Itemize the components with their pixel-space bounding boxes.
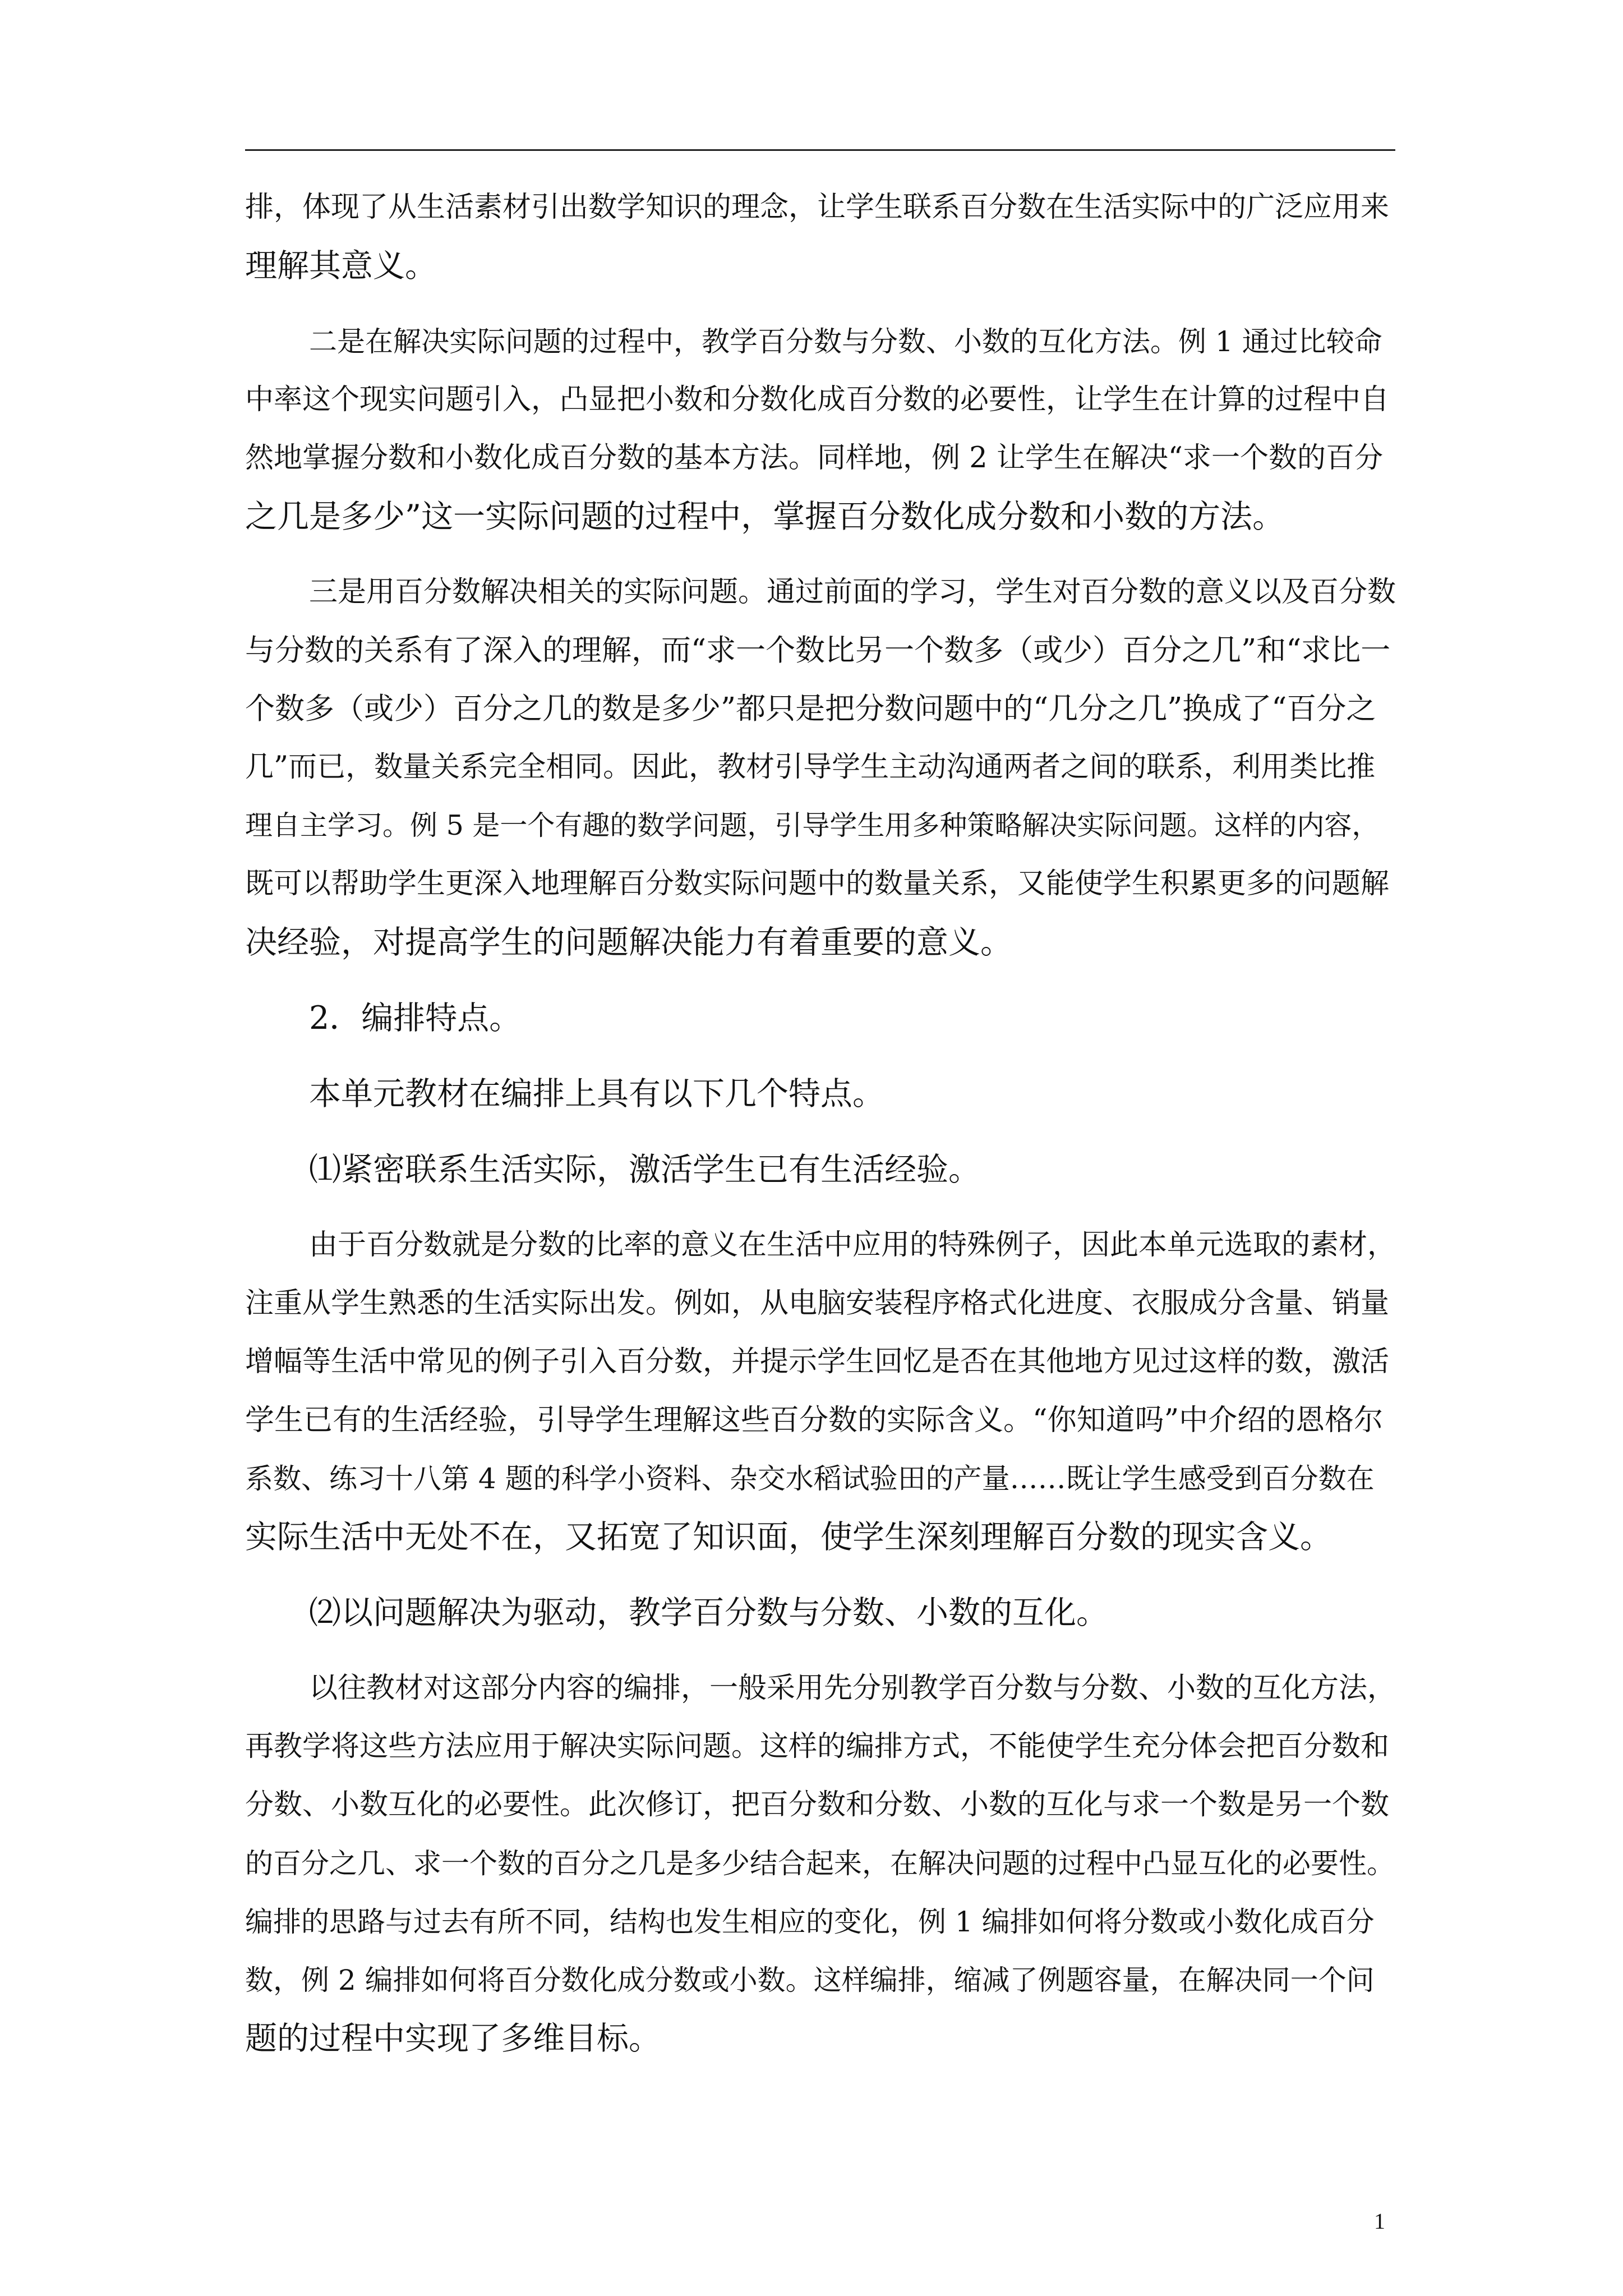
text-line: 本单元教材在编排上具有以下几个特点。 [309, 1075, 884, 1112]
section-heading [245, 989, 1395, 1047]
text-line: 学生已有的生活经验，引导学生理解这些百分数的实际含义。“你知道吗”中介绍的恩格尔 [245, 1404, 1384, 1437]
text-line: ⑵以问题解决为驱动，教学百分数与分数、小数的互化。 [309, 1594, 1108, 1631]
text-line: 题的过程中实现了多维目标。 [245, 2020, 661, 2057]
paragraph-3 [245, 563, 1395, 972]
text-line: 理解其意义。 [245, 247, 437, 284]
text-line: 个数多（或少）百分之几的数是多少”都只是把分数问题中的“几分之几”换成了“百分之 [245, 692, 1376, 726]
text-line: 的百分之几、求一个数的百分之几是多少结合起来，在解决问题的过程中凸显互化的必要性。 [245, 1847, 1395, 1880]
text-line: 排，体现了从生活素材引出数学知识的理念，让学生联系百分数在生活实际中的广泛应用来 [245, 191, 1390, 224]
text-line: 三是用百分数解决相关的实际问题。通过前面的学习，学生对百分数的意义以及百分数 [309, 576, 1396, 609]
header-rule [245, 149, 1395, 151]
paragraph-5 [245, 1659, 1395, 2068]
document-body [245, 178, 1395, 2085]
text-line: 几”而已，数量关系完全相同。因此，教材引导学生主动沟通两者之间的联系，利用类比推 [245, 751, 1376, 784]
text-line: 既可以帮助学生更深入地理解百分数实际问题中的数量关系，又能使学生积累更多的问题解 [245, 867, 1390, 900]
paragraph-2 [245, 312, 1395, 546]
text-line: 以往教材对这部分内容的编排，一般采用先分别教学百分数与分数、小数的互化方法， [309, 1672, 1396, 1705]
text-line: 由于百分数就是分数的比率的意义在生活中应用的特殊例子，因此本单元选取的素材， [309, 1228, 1396, 1262]
text-line: 决经验，对提高学生的问题解决能力有着重要的意义。 [245, 924, 1012, 961]
text-line: 数，例 2 编排如何将百分数化成分数或小数。这样编排，缩减了例题容量，在解决同一个问 [245, 1964, 1375, 1996]
text-line: 注重从学生熟悉的生活实际出发。例如，从电脑安装程序格式化进度、衣服成分含量、销量 [245, 1287, 1390, 1320]
text-line: 实际生活中无处不在，又拓宽了知识面，使学生深刻理解百分数的现实含义。 [245, 1519, 1332, 1556]
page-number: 1 [1374, 2208, 1385, 2234]
text-line: 2．编排特点。 [309, 1000, 522, 1037]
paragraph-4 [245, 1216, 1395, 1566]
text-line: 增幅等生活中常见的例子引入百分数，并提示学生回忆是否在其他地方见过这样的数，激活 [245, 1345, 1390, 1378]
text-line: 之几是多少”这一实际问题的过程中，掌握百分数化成分数和小数的方法。 [245, 498, 1285, 535]
paragraph-intro [245, 1065, 1395, 1123]
text-line: ⑴紧密联系生活实际，激活学生已有生活经验。 [309, 1151, 980, 1188]
text-line: 然地掌握分数和小数化成百分数的基本方法。同样地，例 2 让学生在解决“求一个数的百分 [245, 441, 1383, 475]
text-line: 与分数的关系有了深入的理解，而“求一个数比另一个数多（或少）百分之几”和“求比一 [245, 633, 1391, 668]
text-line: 编排的思路与过去有所不同，结构也发生相应的变化，例 1 编排如何将分数或小数化成百分 [245, 1906, 1375, 1938]
text-line: 分数、小数互化的必要性。此次修订，把百分数和分数、小数的互化与求一个数是另一个数 [245, 1788, 1390, 1821]
subheading-1 [245, 1140, 1395, 1199]
text-line: 中率这个现实问题引入，凸显把小数和分数化成百分数的必要性，让学生在计算的过程中自 [245, 383, 1390, 416]
text-line: 二是在解决实际问题的过程中，教学百分数与分数、小数的互化方法。例 1 通过比较命 [309, 325, 1382, 358]
paragraph-1 [245, 178, 1395, 295]
text-line: 理自主学习。例 5 是一个有趣的数学问题，引导学生用多种策略解决实际问题。这样的内容， [245, 809, 1380, 841]
text-line: 再教学将这些方法应用于解决实际问题。这样的编排方式，不能使学生充分体会把百分数和 [245, 1730, 1390, 1763]
text-line: 系数、练习十八第 4 题的科学小资料、杂交水稻试验田的产量……既让学生感受到百分数在 [245, 1462, 1375, 1495]
subheading-2 [245, 1584, 1395, 1642]
